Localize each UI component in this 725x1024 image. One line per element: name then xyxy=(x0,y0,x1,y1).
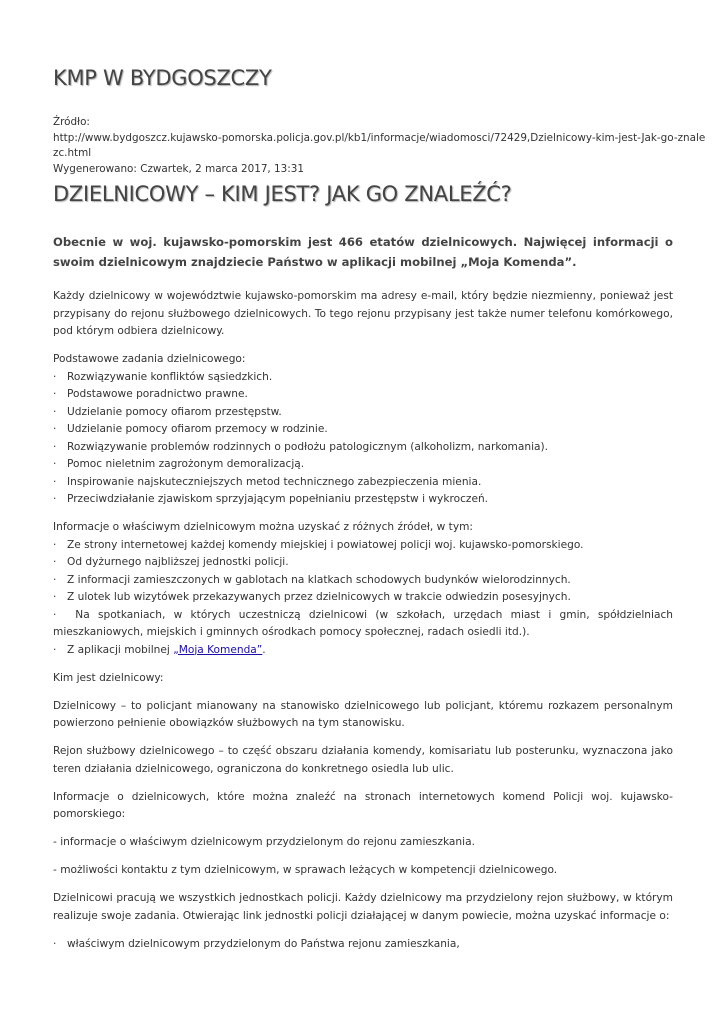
article-lead: Obecnie w woj. kujawsko-pomorskim jest 466 etatów dzielnicowych. Najwięcej informacji o swoim dzielnicowym znajdziecie Państwo w aplikacji mobilnej „Moja Komenda”. xyxy=(53,235,673,269)
source-label: Źródło: xyxy=(53,116,90,128)
site-title: KMP W BYDGOSZCZY xyxy=(53,66,272,90)
list-item: · Z ulotek lub wizytówek przekazywanych przez dzielnicowych w trakcie odwiedzin posesyjnych. xyxy=(53,589,673,607)
bullet: · xyxy=(53,591,57,603)
tasks-list xyxy=(53,369,673,509)
document-meta xyxy=(53,115,705,177)
list-item: · Z informacji zamieszczonych w gablotach na klatkach schodowych budynków wielorodzinnych. xyxy=(53,572,673,590)
source-url: http://www.bydgoszcz.kujawsko-pomorska.policja.gov.pl/kb1/informacje/wiadomosci/72429,Dzielnicowy-kim-jest-Jak-go-znale xyxy=(53,131,706,144)
bullet: · xyxy=(53,405,57,418)
list-item: · Udzielanie pomocy ofiarom przestępstw. xyxy=(53,404,673,422)
list-item: · Udzielanie pomocy ofiarom przemocy w rodzinie. xyxy=(53,421,673,439)
bullet: · xyxy=(53,458,57,470)
list-item: · Z aplikacji mobilnej „Moja Komenda”. xyxy=(53,642,673,660)
source-url-continuation: zc.html xyxy=(53,147,92,159)
article-body xyxy=(53,288,673,953)
list-item: · Rozwiązywanie konfliktów sąsiedzkich. xyxy=(53,369,673,387)
list-item: · Podstawowe poradnictwo prawne. xyxy=(53,386,673,404)
bullet: · xyxy=(53,388,57,400)
bullet: · xyxy=(53,440,57,453)
list-item: · Rozwiązywanie problemów rodzinnych o podłożu patologicznym (alkoholizm, narkomania). xyxy=(53,439,673,457)
list-item: · Od dyżurnego najbliższej jednostki policji. xyxy=(53,554,673,572)
list-item: · Ze strony internetowej każdej komendy miejskiej i powiatowej policji woj. kujawsko-pomorskiego. xyxy=(53,537,673,555)
list-item: · Pomoc nieletnim zagrożonym demoralizacją. xyxy=(53,456,673,474)
list-item: · Inspirowanie najskuteczniejszych metod technicznego zabezpieczenia mienia. xyxy=(53,474,673,492)
moja-komenda-link[interactable]: „Moja Komenda” xyxy=(173,643,263,656)
bullet: · xyxy=(53,643,57,656)
closing-paragraph: Dzielnicowi pracują we wszystkich jednostkach policji. Każdy dzielnicowy ma przydzielony rejon służbowy, w którym realizuje swoje zadania. Otwierając link jednostki policji działającej w danym powiecie, można uzyskać informacje o: xyxy=(53,892,673,922)
bullet: · xyxy=(53,493,57,505)
sources-heading: Informacje o właściwym dzielnicowym można uzyskać z różnych źródeł, w tym: xyxy=(53,521,473,533)
list-item: · Przeciwdziałanie zjawiskom sprzyjającym popełnianiu przestępstw i wykroczeń. xyxy=(53,491,673,509)
bullet: · xyxy=(53,423,57,435)
definition-officer: Dzielnicowy – to policjant mianowany na stanowisko dzielnicowego lub policjant, któremu rozkazem personalnym powierzono pełnienie obowiązków służbowych na tym stanowisku. xyxy=(53,699,673,729)
bullet: · xyxy=(53,573,57,586)
generated-date: Wygenerowano: Czwartek, 2 marca 2017, 13:31 xyxy=(53,162,304,175)
paragraph-email: Każdy dzielnicowy w województwie kujawsko-pomorskim ma adresy e-mail, który będzie niezmienny, ponieważ jest przypisany do rejonu służbowego dzielnicowych. To tego rejonu przypisany jest także numer telefonu komórkowego, pod którym odbiera dzielnicowy. xyxy=(53,290,673,337)
bullet: · xyxy=(53,608,57,621)
bullet: · xyxy=(53,370,57,383)
bullet: · xyxy=(53,937,57,950)
who-heading: Kim jest dzielnicowy: xyxy=(53,671,164,684)
bullet: · xyxy=(53,556,57,568)
bullet: · xyxy=(53,475,57,488)
sources-list xyxy=(53,537,673,660)
list-item: · właściwym dzielnicowym przydzielonym do Państwa rejonu zamieszkania, xyxy=(53,936,673,954)
bullet: · xyxy=(53,538,57,551)
list-item: · Na spotkaniach, w których uczestniczą dzielnicowi (w szkołach, urzędach miast i gmin, spółdzielniach mieszkaniowych, miejskich i gminnych ośrodkach pomocy społecznej, radach osiedli itd.). xyxy=(53,608,673,638)
online-item-2: - możliwości kontaktu z tym dzielnicowym, w sprawach leżących w kompetencji dzielnicowego. xyxy=(53,864,558,876)
definition-area: Rejon służbowy dzielnicowego – to część obszaru działania komendy, komisariatu lub posterunku, wyznaczona jako teren działania dzielnicowego, ograniczona do konkretnego osiedla lub ulic. xyxy=(53,745,673,775)
online-info: Informacje o dzielnicowych, które można znaleźć na stronach internetowych komend Policji woj. kujawsko-pomorskiego: xyxy=(53,790,673,820)
online-item-1: - informacje o właściwym dzielnicowym przydzielonym do rejonu zamieszkania. xyxy=(53,836,475,848)
article-title: DZIELNICOWY – KIM JEST? JAK GO ZNALEŹĆ? xyxy=(53,182,512,206)
tasks-heading: Podstawowe zadania dzielnicowego: xyxy=(53,353,246,365)
